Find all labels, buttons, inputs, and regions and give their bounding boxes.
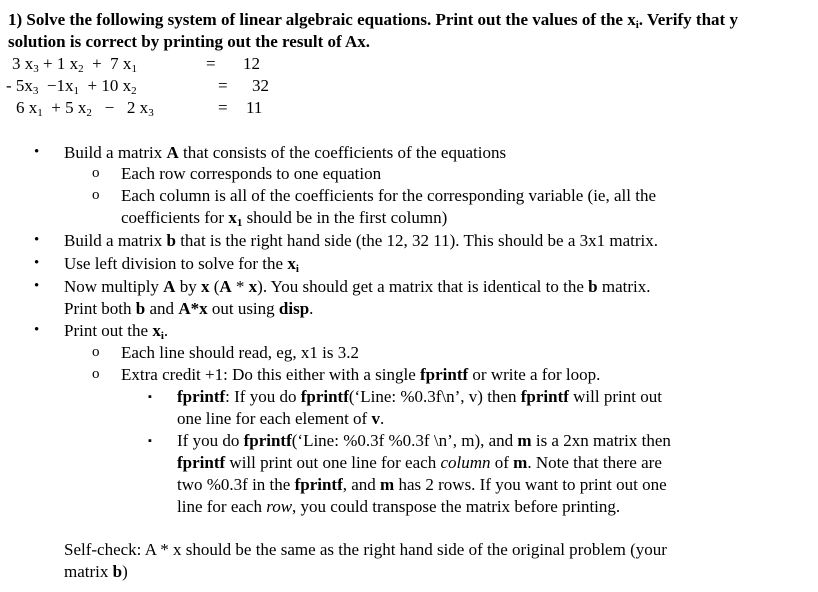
- instruction-fprintf-m-line1: If you do fprintf(‘Line: %0.3f %0.3f \n’, m), and m is a 2xn matrix then: [177, 431, 671, 450]
- equation-3-eq: =: [218, 98, 228, 117]
- bullet-marker: •: [34, 144, 40, 160]
- instruction-left-division: Use left division to solve for the $x_i$: [64, 254, 299, 275]
- instruction-multiply-line2: Print both b and A*x out using disp.: [64, 299, 314, 318]
- sub-bullet-marker: o: [92, 366, 100, 382]
- self-check-line2: matrix b): [64, 562, 128, 581]
- instruction-extra-credit: Extra credit +1: Do this either with a single fprintf or write a for loop.: [121, 365, 601, 384]
- self-check-line1: Self-check: A * x should be the same as the right hand side of the original problem (your: [64, 540, 667, 559]
- bullet-marker: •: [34, 232, 40, 248]
- equation-2-eq: =: [218, 76, 228, 95]
- equation-1-rhs: 12: [243, 54, 260, 73]
- bullet-marker: •: [34, 255, 40, 271]
- instruction-fprintf-m-line4: line for each row, you could transpose the matrix before printing.: [177, 497, 621, 516]
- problem-title-line1: 1) Solve the following system of linear algebraic equations. Print out the values of the $x_i$. Verify that y: [8, 10, 738, 31]
- instruction-fprintf-v-line1: fprintf: If you do fprintf(‘Line: %0.3f\n’, v) then fprintf will print out: [177, 387, 662, 406]
- instruction-print-xi: Print out the $x_i$.: [64, 321, 169, 342]
- equation-1-eq: =: [206, 54, 216, 73]
- equation-3-rhs: 11: [246, 98, 263, 117]
- instruction-line-format: Each line should read, eg, x1 is 3.2: [121, 343, 359, 362]
- instruction-fprintf-v-line2: one line for each element of v.: [177, 409, 385, 428]
- instruction-build-a: Build a matrix A that consists of the coefficients of the equations: [64, 143, 507, 162]
- equation-1: 3 $x_3 + 1$ $x_2 + 7$ $x_1$: [12, 54, 137, 75]
- instruction-fprintf-m-line2: fprintf will print out one line for each column of m. Note that there are: [177, 453, 662, 472]
- sub-bullet-marker: o: [92, 187, 100, 203]
- instruction-column-line1: Each column is all of the coefficients for the corresponding variable (ie, all the: [121, 186, 656, 205]
- instruction-fprintf-m-line3: two %0.3f in the fprintf, and m has 2 rows. If you want to print out one: [177, 475, 667, 494]
- equation-2-rhs: 32: [252, 76, 269, 95]
- instruction-multiply-line1: Now multiply A by x (A * x). You should get a matrix that is identical to the b matrix.: [64, 277, 651, 296]
- square-bullet-marker: ▪: [148, 435, 152, 447]
- bullet-marker: •: [34, 278, 40, 294]
- square-bullet-marker: ▪: [148, 391, 152, 403]
- bullet-marker: •: [34, 322, 40, 338]
- instruction-row-per-equation: Each row corresponds to one equation: [121, 164, 382, 183]
- problem-title-line2: solution is correct by printing out the result of Ax.: [8, 32, 371, 51]
- equation-3: 6 $x_1 + 5$ $x_2 - 2$ $x_3$: [16, 98, 154, 119]
- sub-bullet-marker: o: [92, 165, 100, 181]
- sub-bullet-marker: o: [92, 344, 100, 360]
- instruction-column-line2: coefficients for $x_1$ should be in the first column): [121, 208, 448, 229]
- instruction-build-b: Build a matrix b that is the right hand side (the 12, 32 11). This should be a 3x1 matrix.: [64, 231, 659, 250]
- equation-2: - $5x_3 -1x_1 + 10$ $x_2$: [6, 76, 137, 97]
